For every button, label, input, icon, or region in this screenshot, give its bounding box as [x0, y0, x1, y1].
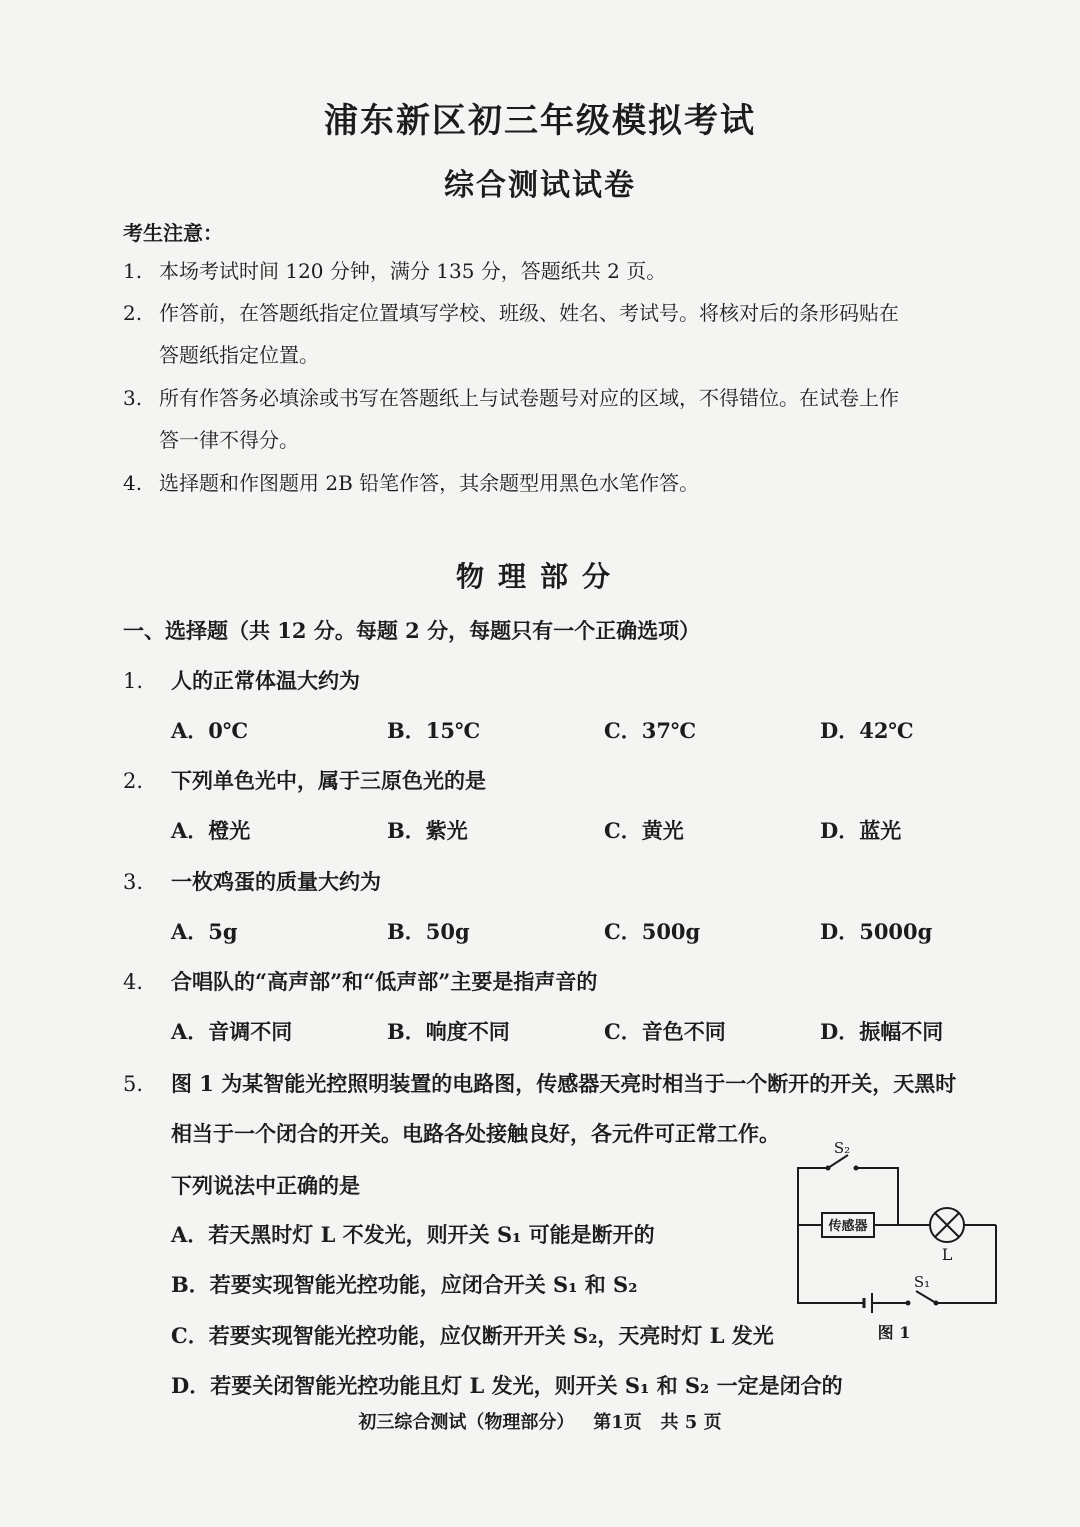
sensor-label: 传感器: [828, 1219, 868, 1234]
notice-item: [123, 385, 899, 452]
notice-heading: 考生注意：: [123, 221, 223, 245]
option-a: A．0℃: [171, 718, 249, 743]
option-a: A．若天黑时灯 L 不发光，则开关 S₁ 可能是断开的: [171, 1222, 655, 1247]
question-4: [123, 966, 597, 996]
notice-line: 答题纸指定位置。: [159, 343, 319, 367]
option-c: C．500g: [604, 919, 701, 944]
notice-line: 选择题和作图题用 2B 铅笔作答，其余题型用黑色水笔作答。: [159, 471, 700, 495]
question-1: [123, 665, 360, 695]
question-prompt: 下列说法中正确的是: [171, 1173, 360, 1198]
option-a: A．音调不同: [171, 1019, 293, 1044]
option-a: A．5g: [171, 919, 238, 944]
option-c: C．若要实现智能光控功能，应仅断开开关 S₂，天亮时灯 L 发光: [171, 1323, 774, 1348]
option-b: B．紫光: [387, 818, 468, 843]
page-footer: 初三综合测试（物理部分） 第1页 共 5 页: [358, 1412, 722, 1433]
switch-s1-label: S₁: [913, 1273, 931, 1291]
switch-s2-label: S₂: [833, 1139, 851, 1157]
notice-num: 2.: [123, 301, 143, 325]
notice-line: 本场考试时间 120 分钟，满分 135 分，答题纸共 2 页。: [159, 259, 667, 283]
notice-item: [123, 300, 899, 367]
circuit-diagram: [786, 1135, 1006, 1355]
lamp-label: L: [941, 1245, 953, 1264]
option-c: C．37℃: [604, 718, 697, 743]
question-2: [123, 765, 486, 795]
question-text: 图 1 为某智能光控照明装置的电路图，传感器天亮时相当于一个断开的开关，天黑时: [171, 1071, 957, 1096]
question-number: 2.: [123, 769, 144, 793]
question-number: 4.: [123, 970, 144, 994]
notice-num: 1.: [123, 259, 143, 283]
question-text: 一枚鸡蛋的质量大约为: [171, 869, 381, 894]
option-d: D．若要关闭智能光控功能且灯 L 发光，则开关 S₁ 和 S₂ 一定是闭合的: [171, 1373, 843, 1398]
option-d: D．42℃: [820, 718, 914, 743]
exam-title: 浦东新区初三年级模拟考试: [324, 101, 756, 141]
question-number: 1.: [123, 669, 144, 693]
question-5: [123, 1068, 956, 1098]
question-number: 5.: [123, 1072, 144, 1096]
lamp-symbol: [930, 1208, 964, 1242]
option-c: C．黄光: [604, 818, 684, 843]
notice-num: 4.: [123, 471, 143, 495]
option-a: A．橙光: [171, 818, 251, 843]
question-text: 下列单色光中，属于三原色光的是: [171, 768, 486, 793]
question-text-continued: 相当于一个闭合的开关。电路各处接触良好，各元件可正常工作。: [171, 1121, 780, 1146]
notice-line: 答一律不得分。: [159, 428, 299, 452]
figure-caption: 图 1: [877, 1323, 911, 1342]
option-b: B．若要实现智能光控功能，应闭合开关 S₁ 和 S₂: [171, 1272, 638, 1297]
question-3: [123, 866, 381, 896]
notice-num: 3.: [123, 386, 143, 410]
option-c: C．音色不同: [604, 1019, 726, 1044]
notice-item: [123, 470, 700, 496]
question-number: 3.: [123, 870, 144, 894]
option-d: D．5000g: [820, 919, 933, 944]
exam-subtitle: 综合测试试卷: [444, 168, 636, 203]
option-d: D．振幅不同: [820, 1019, 944, 1044]
section-title: 物理部分: [455, 560, 624, 593]
option-b: B．响度不同: [387, 1019, 510, 1044]
notice-line: 作答前，在答题纸指定位置填写学校、班级、姓名、考试号。将核对后的条形码贴在: [159, 301, 899, 325]
question-text: 合唱队的“高声部”和“低声部”主要是指声音的: [171, 969, 598, 994]
option-b: B．15℃: [387, 718, 481, 743]
question-text: 人的正常体温大约为: [171, 668, 360, 693]
option-b: B．50g: [387, 919, 470, 944]
notice-line: 所有作答务必填涂或书写在答题纸上与试卷题号对应的区域，不得错位。在试卷上作: [159, 386, 899, 410]
option-d: D．蓝光: [820, 818, 902, 843]
part-heading: 一、选择题（共 12 分。每题 2 分，每题只有一个正确选项）: [123, 618, 701, 643]
notice-item: [123, 258, 667, 284]
switch-s1-blade: [916, 1291, 936, 1303]
